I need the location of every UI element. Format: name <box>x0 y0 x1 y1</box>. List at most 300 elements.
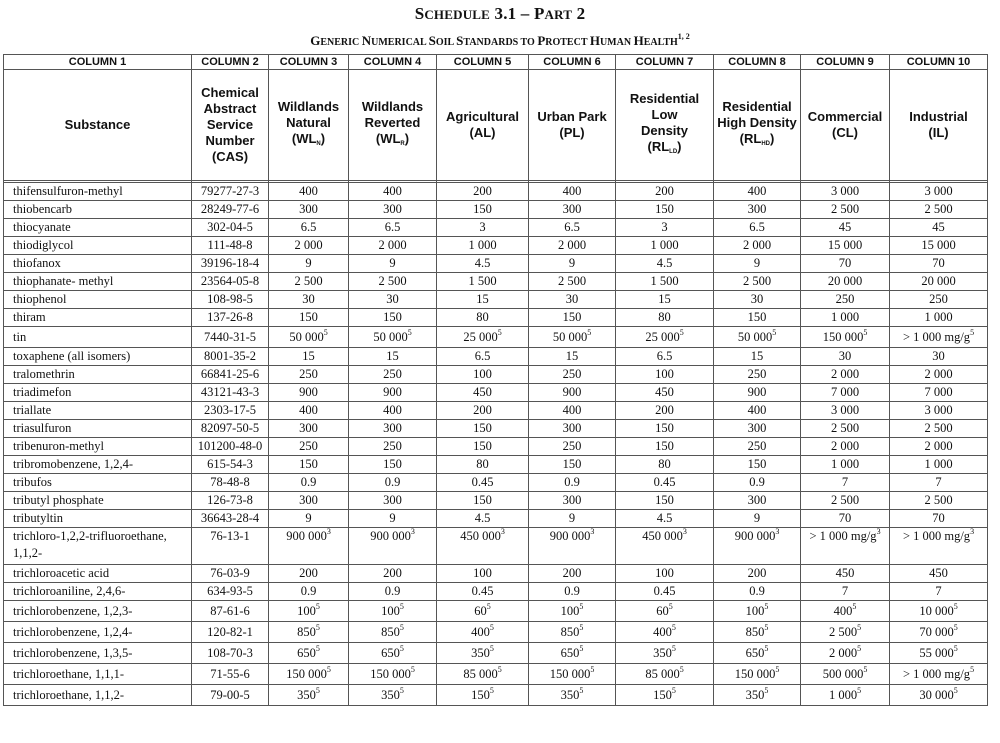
value-text: 150 <box>653 687 672 702</box>
value-cell-column-5 <box>437 622 529 643</box>
value-cell-column-10 <box>890 622 988 643</box>
value-cell-column-10 <box>890 510 988 528</box>
cas-cell: 76-13-1 <box>192 528 269 565</box>
footnote-marker: 5 <box>679 327 684 337</box>
value-text: 2 500 <box>294 274 323 288</box>
value-text: 150 <box>473 202 492 216</box>
value-text: 300 <box>562 202 582 216</box>
value-cell-column-8 <box>714 492 801 510</box>
column-header-10 <box>890 70 988 181</box>
value-cell-column-9 <box>801 366 890 384</box>
value-cell-column-8 <box>714 327 801 348</box>
value-cell-column-4 <box>349 583 437 601</box>
value-text: 150 <box>383 457 402 471</box>
footnote-marker: 5 <box>775 664 780 674</box>
table-row <box>4 219 988 237</box>
value-text: 100 <box>473 566 492 580</box>
value-text: 100 <box>473 367 492 381</box>
value-cell-column-4 <box>349 384 437 402</box>
value-text: 15 000 <box>827 238 863 252</box>
footnote-marker: 5 <box>315 622 320 632</box>
cas-cell: 2303-17-5 <box>192 402 269 420</box>
footnote-marker: 5 <box>668 601 673 611</box>
footnote-marker: 5 <box>953 643 958 653</box>
table-row <box>4 474 988 492</box>
value-text: 450 <box>929 566 948 580</box>
value-text: 450 <box>835 566 855 580</box>
title-text: 2 <box>576 4 586 23</box>
footnote-marker: 5 <box>486 601 491 611</box>
value-cell-column-3 <box>269 309 349 327</box>
value-text: 6.5 <box>656 349 673 363</box>
value-text: 80 <box>476 457 489 471</box>
header-abbreviation <box>803 125 887 141</box>
footnote-marker: 3 <box>970 527 975 536</box>
value-cell-column-3 <box>269 565 349 583</box>
value-cell-column-4 <box>349 492 437 510</box>
value-text: 450 000 <box>642 529 683 543</box>
value-text: 100 <box>297 603 316 618</box>
value-cell-column-9 <box>801 438 890 456</box>
substance-cell: trichlorobenzene, 1,2,3- <box>4 601 192 622</box>
cas-cell: 101200-48-0 <box>192 438 269 456</box>
value-text: 150 <box>299 457 318 471</box>
value-text: 15 <box>750 349 764 363</box>
value-text: 300 <box>747 202 767 216</box>
table-row <box>4 456 988 474</box>
value-cell-column-9 <box>801 219 890 237</box>
value-text: 400 <box>383 184 402 198</box>
substance-cell: tributyltin <box>4 510 192 528</box>
value-cell-column-3 <box>269 420 349 438</box>
value-text: 70 000 <box>919 624 954 639</box>
header-line: Chemical <box>201 85 259 100</box>
value-cell-column-10 <box>890 685 988 706</box>
footnote-marker: 5 <box>315 643 320 653</box>
header-abbreviation <box>194 149 266 165</box>
value-cell-column-9 <box>801 201 890 219</box>
table-row <box>4 685 988 706</box>
value-text: > 1 000 mg/g <box>902 329 971 344</box>
value-cell-column-4 <box>349 643 437 664</box>
value-cell-column-8 <box>714 273 801 291</box>
schedule-title <box>0 4 1000 24</box>
subtitle-smallcaps: OIL <box>435 37 457 48</box>
column-number-10: COLUMN 10 <box>890 55 988 70</box>
value-text: 300 <box>299 202 318 216</box>
value-text: 2 500 <box>742 274 772 288</box>
footnote-marker: 5 <box>489 643 494 653</box>
value-cell-column-10 <box>890 366 988 384</box>
value-text: 7 000 <box>830 385 860 399</box>
substance-cell: tribromobenzene, 1,2,4- <box>4 456 192 474</box>
value-text: 2 500 <box>830 202 860 216</box>
cas-cell: 79-00-5 <box>192 685 269 706</box>
value-text: 0.9 <box>300 475 317 489</box>
abbr-text: (WL <box>291 130 317 146</box>
substance-cell: trichloro-1,2,2-trifluoroethane, 1,1,2- <box>4 528 192 565</box>
header-abbreviation <box>271 131 346 152</box>
value-cell-column-9 <box>801 583 890 601</box>
header-line: Industrial <box>909 109 968 124</box>
substance-cell: thiobencarb <box>4 201 192 219</box>
value-text: 0.9 <box>749 584 765 598</box>
cas-cell: 66841-25-6 <box>192 366 269 384</box>
value-cell-column-6 <box>529 510 616 528</box>
footnote-marker: 3 <box>326 527 331 536</box>
value-text: 100 <box>655 367 674 381</box>
value-cell-column-4 <box>349 438 437 456</box>
value-text: 0.9 <box>564 584 580 598</box>
value-text: 250 <box>383 439 402 453</box>
footnote-marker: 5 <box>587 327 592 337</box>
column-number-7: COLUMN 7 <box>616 55 714 70</box>
value-text: 2 000 <box>828 645 858 660</box>
value-cell-column-7 <box>616 438 714 456</box>
value-cell-column-3 <box>269 643 349 664</box>
value-cell-column-8 <box>714 664 801 685</box>
footnote-marker: 5 <box>315 685 320 695</box>
value-cell-column-9 <box>801 309 890 327</box>
value-text: 2 500 <box>830 493 860 507</box>
cas-cell: 78-48-8 <box>192 474 269 492</box>
value-text: 30 000 <box>919 687 954 702</box>
value-cell-column-8 <box>714 201 801 219</box>
cas-cell: 634-93-5 <box>192 583 269 601</box>
value-text: 400 <box>653 624 672 639</box>
footnote-marker: 5 <box>953 601 958 611</box>
value-text: 900 000 <box>286 529 327 543</box>
value-cell-column-5 <box>437 291 529 309</box>
value-cell-column-6 <box>529 685 616 706</box>
value-text: 50 000 <box>737 329 773 344</box>
value-text: 250 <box>299 439 318 453</box>
header-line: Service <box>206 117 254 132</box>
value-cell-column-10 <box>890 456 988 474</box>
value-text: 150 000 <box>734 666 776 681</box>
cas-cell: 302-04-5 <box>192 219 269 237</box>
value-cell-column-5 <box>437 528 529 565</box>
value-cell-column-4 <box>349 456 437 474</box>
value-text: 50 000 <box>373 329 408 344</box>
substance-cell: thifensulfuron-methyl <box>4 183 192 201</box>
column-header-5 <box>437 70 529 181</box>
value-text: 450 <box>655 385 674 399</box>
value-cell-column-7 <box>616 492 714 510</box>
value-text: 250 <box>747 367 767 381</box>
value-cell-column-5 <box>437 601 529 622</box>
substance-cell: tribenuron-methyl <box>4 438 192 456</box>
value-text: 50 000 <box>552 329 588 344</box>
footnote-marker: 5 <box>671 685 676 695</box>
value-text: 150 <box>747 310 767 324</box>
value-cell-column-6 <box>529 219 616 237</box>
value-text: 0.45 <box>471 475 494 489</box>
value-cell-column-3 <box>269 510 349 528</box>
value-cell-column-4 <box>349 219 437 237</box>
header-abbreviation <box>439 125 526 141</box>
column-header-1 <box>4 70 192 181</box>
value-cell-column-9 <box>801 384 890 402</box>
subtitle-cap: P <box>537 33 546 48</box>
footnote-marker: 5 <box>590 664 595 674</box>
value-cell-column-4 <box>349 348 437 366</box>
footnote-marker: 5 <box>407 327 412 337</box>
value-text: 0.45 <box>653 584 676 598</box>
value-text: 7 000 <box>924 385 953 399</box>
footnote-marker: 5 <box>863 664 868 674</box>
value-text: 350 <box>560 687 580 702</box>
value-cell-column-5 <box>437 219 529 237</box>
value-cell-column-6 <box>529 492 616 510</box>
value-text: 1 000 <box>828 687 858 702</box>
value-text: 0.9 <box>384 584 401 598</box>
value-text: 9 <box>389 511 396 525</box>
table-row <box>4 420 988 438</box>
value-text: 150 <box>473 421 492 435</box>
value-text: 7 <box>841 584 849 598</box>
column-number-2: COLUMN 2 <box>192 55 269 70</box>
table-row <box>4 348 988 366</box>
subtitle-smallcaps: ROTECT <box>545 37 590 48</box>
footnote-marker: 5 <box>764 643 769 653</box>
value-text: 2 500 <box>830 421 860 435</box>
value-cell-column-3 <box>269 528 349 565</box>
header-line: Agricultural <box>446 109 519 124</box>
value-text: 15 000 <box>921 238 956 252</box>
header-abbreviation <box>716 131 798 152</box>
abbr-text: (IL) <box>928 125 949 140</box>
abbr-close: ) <box>404 130 410 146</box>
value-text: 2 000 <box>924 367 953 381</box>
cas-cell: 82097-50-5 <box>192 420 269 438</box>
abbr-subscript: LD <box>669 148 678 155</box>
value-text: 150 000 <box>822 329 864 344</box>
cas-cell: 23564-05-8 <box>192 273 269 291</box>
footnote-marker: 5 <box>970 664 975 674</box>
value-cell-column-10 <box>890 219 988 237</box>
value-text: 1 000 <box>468 238 497 252</box>
abbr-text: (WL <box>375 130 401 146</box>
table-row <box>4 291 988 309</box>
cas-cell: 76-03-9 <box>192 565 269 583</box>
value-text: 650 <box>381 645 400 660</box>
value-cell-column-3 <box>269 327 349 348</box>
value-cell-column-9 <box>801 622 890 643</box>
cas-cell: 137-26-8 <box>192 309 269 327</box>
value-cell-column-8 <box>714 402 801 420</box>
subtitle-cap: N <box>361 33 372 48</box>
value-text: 9 <box>568 256 576 270</box>
value-cell-column-5 <box>437 510 529 528</box>
footnote-marker: 5 <box>857 685 862 695</box>
value-cell-column-10 <box>890 201 988 219</box>
value-text: 900 000 <box>734 529 776 543</box>
value-cell-column-4 <box>349 685 437 706</box>
value-text: 900 <box>747 385 767 399</box>
value-text: 6.5 <box>749 220 765 234</box>
value-text: 15 <box>302 349 315 363</box>
value-text: 200 <box>655 403 674 417</box>
header-line: Density <box>641 122 688 138</box>
value-cell-column-3 <box>269 474 349 492</box>
column-header-row <box>4 70 988 181</box>
footnote-marker: 5 <box>857 622 862 632</box>
value-cell-column-7 <box>616 273 714 291</box>
abbr-text: (CAS) <box>211 149 249 164</box>
value-text: 150 <box>655 421 674 435</box>
value-text: 450 000 <box>460 529 501 543</box>
table-row <box>4 237 988 255</box>
cas-cell: 28249-77-6 <box>192 201 269 219</box>
value-cell-column-9 <box>801 528 890 565</box>
value-cell-column-6 <box>529 237 616 255</box>
value-cell-column-10 <box>890 438 988 456</box>
value-cell-column-5 <box>437 420 529 438</box>
value-text: 200 <box>562 566 582 580</box>
value-cell-column-5 <box>437 664 529 685</box>
footnote-marker: 5 <box>764 685 769 695</box>
value-cell-column-4 <box>349 402 437 420</box>
footnote-marker: 5 <box>579 643 584 653</box>
value-text: 150 <box>473 493 492 507</box>
value-cell-column-3 <box>269 348 349 366</box>
value-cell-column-6 <box>529 327 616 348</box>
value-cell-column-10 <box>890 183 988 201</box>
value-cell-column-5 <box>437 366 529 384</box>
table-row <box>4 438 988 456</box>
footnote-marker: 3 <box>410 527 415 536</box>
value-text: 900 <box>299 385 318 399</box>
value-cell-column-5 <box>437 237 529 255</box>
value-text: 850 <box>745 624 765 639</box>
value-text: 0.9 <box>564 475 580 489</box>
header-line: Wildlands <box>277 98 340 114</box>
value-text: 3 000 <box>924 184 953 198</box>
value-text: 2 000 <box>830 367 860 381</box>
title-text: CHEDULE <box>424 7 491 22</box>
substance-cell: trichloroacetic acid <box>4 565 192 583</box>
value-cell-column-8 <box>714 438 801 456</box>
value-text: 250 <box>929 292 948 306</box>
abbr-close: ) <box>320 130 326 146</box>
value-cell-column-4 <box>349 366 437 384</box>
value-cell-column-8 <box>714 685 801 706</box>
column-header-7 <box>616 70 714 181</box>
footnote-marker: 3 <box>876 527 881 536</box>
title-text: S <box>414 4 425 23</box>
value-text: 2 000 <box>378 238 407 252</box>
title-text: ART <box>544 7 573 22</box>
value-text: 350 <box>381 687 400 702</box>
value-text: 6.5 <box>564 220 580 234</box>
value-text: 45 <box>838 220 852 234</box>
subtitle-cap: S <box>456 33 464 48</box>
value-cell-column-3 <box>269 237 349 255</box>
column-header-4 <box>349 70 437 181</box>
footnote-marker: 5 <box>315 601 320 611</box>
cas-cell: 126-73-8 <box>192 492 269 510</box>
footnote-marker: 5 <box>579 622 584 632</box>
value-text: 2 500 <box>557 274 587 288</box>
value-cell-column-10 <box>890 474 988 492</box>
footnote-marker: 5 <box>671 643 676 653</box>
value-cell-column-6 <box>529 622 616 643</box>
value-cell-column-6 <box>529 255 616 273</box>
value-text: 150 <box>655 202 674 216</box>
value-cell-column-3 <box>269 255 349 273</box>
table-row <box>4 601 988 622</box>
value-text: 10 000 <box>919 603 954 618</box>
value-text: 1 000 <box>830 310 860 324</box>
value-cell-column-10 <box>890 528 988 565</box>
value-cell-column-3 <box>269 366 349 384</box>
value-cell-column-9 <box>801 510 890 528</box>
substance-cell: toxaphene (all isomers) <box>4 348 192 366</box>
value-text: 3 000 <box>830 184 860 198</box>
footnote-marker: 5 <box>579 601 584 611</box>
value-cell-column-9 <box>801 565 890 583</box>
value-text: 400 <box>747 184 767 198</box>
value-text: 150 000 <box>370 666 411 681</box>
substance-cell: thiram <box>4 309 192 327</box>
subtitle-smallcaps: TANDARDS TO <box>463 37 538 48</box>
value-text: 4.5 <box>656 511 673 525</box>
value-text: 70 <box>838 511 852 525</box>
value-text: 0.9 <box>300 584 317 598</box>
value-cell-column-6 <box>529 664 616 685</box>
value-text: 150 <box>562 310 582 324</box>
value-text: 1 500 <box>468 274 497 288</box>
value-text: 400 <box>562 184 582 198</box>
value-text: 100 <box>745 603 765 618</box>
value-text: 50 000 <box>289 329 324 344</box>
value-cell-column-8 <box>714 255 801 273</box>
value-text: 400 <box>299 184 318 198</box>
value-text: 80 <box>476 310 489 324</box>
substance-cell: tralomethrin <box>4 366 192 384</box>
value-text: 2 000 <box>924 439 953 453</box>
abbr-text: (CL) <box>832 125 858 140</box>
column-number-4: COLUMN 4 <box>349 55 437 70</box>
value-cell-column-4 <box>349 309 437 327</box>
value-text: 100 <box>560 603 580 618</box>
value-cell-column-7 <box>616 528 714 565</box>
footnote-marker: 5 <box>863 327 868 337</box>
value-text: 9 <box>568 511 576 525</box>
value-text: 6.5 <box>474 349 491 363</box>
value-cell-column-10 <box>890 664 988 685</box>
value-text: 9 <box>753 256 761 270</box>
value-text: 9 <box>753 511 761 525</box>
value-cell-column-7 <box>616 510 714 528</box>
footnote-marker: 5 <box>579 685 584 695</box>
value-cell-column-6 <box>529 201 616 219</box>
value-cell-column-3 <box>269 384 349 402</box>
header-line: Number <box>205 133 255 148</box>
substance-cell: thiodiglycol <box>4 237 192 255</box>
substance-cell: thiophanate- methyl <box>4 273 192 291</box>
cas-cell: 79277-27-3 <box>192 183 269 201</box>
value-cell-column-4 <box>349 255 437 273</box>
value-cell-column-9 <box>801 474 890 492</box>
substance-cell: trichloroethane, 1,1,1- <box>4 664 192 685</box>
value-text: 2 000 <box>294 238 323 252</box>
value-text: > 1 000 mg/g <box>809 529 877 543</box>
value-cell-column-5 <box>437 456 529 474</box>
value-cell-column-10 <box>890 565 988 583</box>
value-cell-column-5 <box>437 384 529 402</box>
